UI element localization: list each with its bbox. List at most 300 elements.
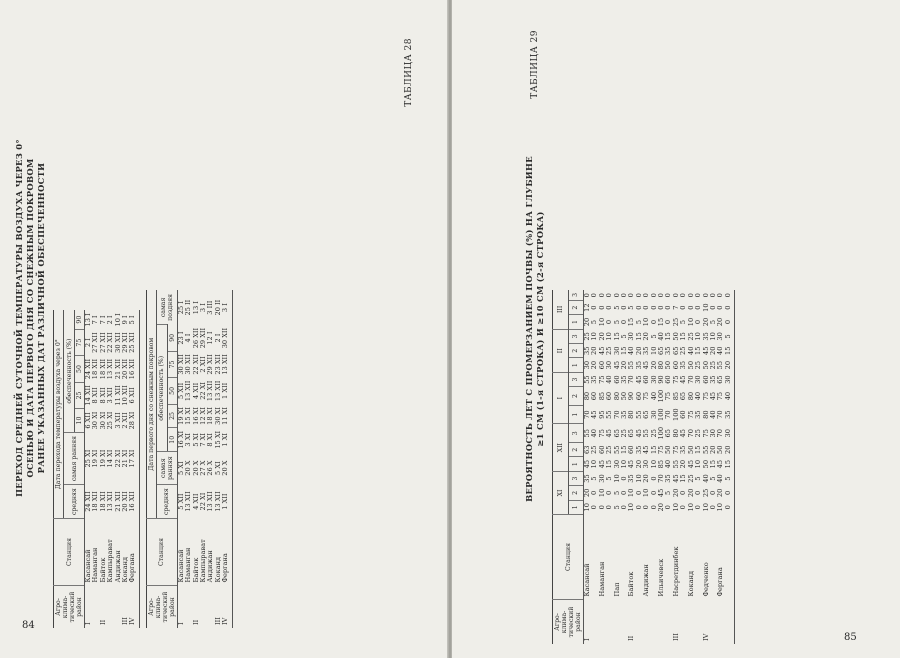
header-mean: средняя [156,485,177,519]
header-percent: 75 [75,329,85,355]
value-cell: 30 [723,429,732,438]
value-cell: 20 [716,488,725,498]
header-decade: 2 [568,387,584,406]
value-cell: 0 [649,490,658,496]
value-cell: 65 [679,391,688,401]
date-cell: 5 XI [176,461,185,475]
value-cell: 5 [679,319,688,325]
value-cell: 40 [664,459,673,469]
value-cell: 75 [701,429,710,438]
value-cell: 0 [590,305,599,310]
date-cell: 20 XII [121,358,130,380]
date-cell: 18 XII [91,491,100,512]
value-cell: 0 [686,305,695,310]
value-cell: 20 [642,332,651,341]
value-cell: 60 [701,375,710,384]
date-cell: 5 XII [176,493,185,510]
date-cell: 3 I [221,303,230,313]
value-cell: 20 [723,360,732,370]
date-cell: 15 XI [213,430,222,449]
value-cell: 85 [597,391,606,401]
table-number: ТАБЛИЦА 28 [404,38,414,107]
date-cell: 3 I [199,303,208,313]
header-probability: обеспеченность (%) [64,310,75,432]
date-cell: 16 XI [191,407,200,425]
value-cell: 100 [657,389,666,403]
value-cell: 10 [694,332,703,341]
date-cell: 16 XII [128,491,137,512]
date-cell: 13 XII [106,358,115,380]
date-cell: 7 I [91,315,100,325]
date-cell: 24 XII [84,491,92,512]
station-cell: Касансай [84,549,92,583]
value-cell: 75 [671,375,680,384]
value-cell: 75 [597,375,606,384]
value-cell: 60 [597,360,606,370]
value-cell: 50 [664,360,673,370]
value-cell: 10 [686,317,695,327]
value-cell: 25 [605,346,614,355]
header-mean: средняя [64,485,85,519]
value-cell: 70 [627,375,636,384]
value-cell: 80 [583,391,591,401]
value-cell: 45 [708,391,717,401]
value-cell: 0 [686,293,695,298]
value-cell: 60 [679,410,688,419]
date-cell: 29 XII [206,354,215,375]
value-cell: 45 [634,429,643,438]
value-cell: 5 [634,319,643,325]
value-cell: 65 [664,429,673,438]
value-cell: 5 [708,319,717,325]
table-28-temperature [53,310,140,628]
value-cell: 35 [590,375,599,384]
date-cell: 12 I [206,331,215,345]
value-cell: 10 [701,303,710,312]
date-cell: 14 XI [106,449,115,468]
value-cell: 20 [708,445,717,454]
station-cell: Коканд [121,556,130,583]
value-cell: 5 [605,476,614,481]
header-percent: 75 [167,351,177,377]
value-cell: 5 [612,505,621,510]
value-cell: 55 [605,410,614,419]
value-cell: 35 [620,410,629,419]
date-cell: 3 XII [106,387,115,404]
value-cell: 30 [583,360,591,370]
value-cell: 45 [701,346,710,355]
value-cell: 45 [679,429,688,438]
value-cell: 0 [694,505,703,510]
value-cell: 0 [708,490,717,496]
value-cell: 55 [701,445,710,454]
value-cell: 25 [686,332,695,341]
value-cell: 15 [694,445,703,454]
value-cell: 0 [605,293,614,298]
value-cell: 60 [627,445,636,454]
value-cell: 0 [649,305,658,310]
page-number: 85 [844,632,857,643]
value-cell: 60 [671,360,680,370]
value-cell: 45 [686,459,695,469]
value-cell: 100 [671,408,680,421]
header-decade: 1 [568,315,584,329]
value-cell: 30 [723,375,732,384]
value-cell: 85 [657,459,666,469]
value-cell: 0 [694,293,703,298]
date-cell: 13 XII [184,380,193,402]
region-cell: I [176,622,185,625]
value-cell: 30 [612,346,621,355]
value-cell: 25 [701,488,710,498]
value-cell: 25 [583,332,591,341]
value-cell: 55 [642,429,651,438]
header-percent: 90 [75,310,85,329]
date-cell: 2 XII [199,356,208,373]
date-cell: 18 XII [91,358,100,380]
value-cell: 50 [686,360,695,370]
value-cell: 10 [627,488,636,498]
value-cell: 20 [620,360,629,370]
value-cell: 100 [657,408,666,421]
header-earliest: самая ранняя [64,432,85,484]
value-cell: 45 [642,360,651,370]
value-cell: 30 [612,459,621,469]
value-cell: 40 [686,346,695,355]
value-cell: 5 [723,334,732,339]
date-cell: 13 XII [206,491,215,512]
value-cell: 60 [642,375,651,384]
value-cell: 55 [583,375,591,384]
header-earliest: самая ранняя [156,452,177,485]
value-cell: 50 [686,445,695,454]
date-cell: 2 I [106,315,115,325]
right-page-rotated-content [452,0,900,658]
value-cell: 0 [723,505,732,510]
value-cell: 5 [664,490,673,496]
value-cell: 0 [679,490,688,496]
value-cell: 15 [664,332,673,341]
value-cell: 15 [723,346,732,355]
value-cell: 0 [679,305,688,310]
value-cell: 0 [679,293,688,298]
value-cell: 0 [649,319,658,325]
value-cell: 15 [620,346,629,355]
date-cell: 2 I [213,333,222,343]
value-cell: 25 [620,429,629,438]
date-cell: 25 II [184,299,193,316]
date-cell: 30 XII [176,354,185,375]
value-cell: 45 [612,360,621,370]
header-decade: 3 [568,329,584,343]
region-cell: II [191,619,200,625]
value-cell: 40 [694,391,703,401]
value-cell: 10 [694,459,703,469]
value-cell: 20 [723,445,732,454]
date-cell: 23 I [176,331,185,345]
station-cell: Байток [627,571,636,597]
value-cell: 10 [612,474,621,483]
value-cell: 0 [664,305,673,310]
value-cell: 45 [597,346,606,355]
date-cell: 13 XII [206,380,215,402]
value-cell: 0 [679,505,688,510]
date-cell: 10 XII [121,385,130,406]
value-cell: 75 [686,410,695,419]
station-cell: Фергана [716,567,725,597]
value-cell: 0 [605,490,614,496]
date-cell: 5 XII [176,382,185,399]
value-cell: 0 [708,293,717,298]
value-cell: 20 [583,317,591,327]
date-cell: 13 I [84,313,92,327]
region-cell [200,586,207,629]
value-cell: 35 [634,445,643,454]
date-cell: 29 XII [199,327,208,349]
value-cell: 0 [605,305,614,310]
value-cell: 15 [620,445,629,454]
station-cell: Насретдинбек [671,546,680,597]
value-cell: 75 [701,391,710,401]
value-cell: 40 [708,410,717,419]
value-cell: 20 [686,488,695,498]
value-cell: 63 [583,445,591,454]
table-number: ТАБЛИЦА 29 [530,30,540,99]
value-cell: 30 [649,410,658,419]
value-cell: 0 [657,305,666,310]
value-cell: 15 [723,459,732,469]
date-cell: 5 XI [191,432,200,447]
date-cell: 21 XI [121,449,130,468]
value-cell: 0 [620,490,629,496]
date-cell: 20 X [221,460,230,476]
value-cell: 40 [605,375,614,384]
value-cell: 65 [642,410,651,419]
date-cell: 30 XI [213,407,222,425]
header-decade: 1 [568,457,584,471]
value-cell: 35 [627,474,636,483]
date-cell: 20 II [213,299,222,316]
date-cell: 10 I [113,313,122,327]
value-cell: 0 [649,505,658,510]
value-cell: 0 [634,490,643,496]
region-cell: I [84,622,92,625]
station-cell: Федченко [701,562,710,597]
header-decade: 3 [568,471,584,485]
value-cell: 80 [686,391,695,401]
date-cell: 3 XII [113,412,122,429]
date-cell: 13 XII [106,491,115,512]
value-cell: 0 [642,505,651,510]
date-cell: 30 XII [113,332,122,353]
date-cell: 25 XII [128,332,137,353]
value-cell: 75 [597,429,606,438]
value-cell: 35 [701,332,710,341]
value-cell: 10 [627,503,636,512]
value-cell: 45 [679,375,688,384]
value-cell: 0 [634,293,643,298]
region-cell: II [98,619,107,625]
date-cell: 13 I [191,301,200,315]
region-cell [107,586,114,629]
value-cell: 75 [642,391,651,401]
date-cell: 2 XII [121,412,130,429]
value-cell: 10 [708,332,717,341]
date-cell: 30 XI [91,411,100,430]
value-cell: 20 [583,488,591,498]
date-cell: 19 XI [176,407,185,425]
value-cell: 45 [605,429,614,438]
date-cell: 20 X [191,460,200,476]
value-cell: 5 [590,319,599,325]
value-cell: 10 [590,459,599,469]
value-cell: 100 [657,426,666,440]
value-cell: 70 [664,410,673,419]
value-cell: 25 [671,317,680,327]
value-cell: 10 [649,459,658,469]
station-cell: Наманган [184,547,193,583]
value-cell: 60 [664,375,673,384]
value-cell: 70 [716,410,725,419]
value-cell: 70 [716,429,725,438]
value-cell: 45 [716,459,725,469]
header-percent: 90 [167,325,177,351]
value-cell: 35 [679,360,688,370]
value-cell: 75 [664,391,673,401]
value-cell: 60 [590,391,599,401]
value-cell: 15 [634,332,643,341]
table-row [129,310,139,628]
value-cell: 10 [701,503,710,512]
value-cell: 35 [694,410,703,419]
value-cell: 0 [664,293,673,298]
value-cell: 35 [583,346,591,355]
header-percent: 25 [167,404,177,428]
header-month: XI [553,471,569,514]
header-month: III [553,290,569,329]
value-cell: 30 [708,429,717,438]
value-cell: 75 [657,445,666,454]
header-region: Агро-клима-тический район [553,600,584,645]
header-percent: 10 [75,409,85,433]
date-cell: 5 XI [213,461,222,475]
value-cell: 75 [716,391,725,401]
value-cell: 45 [634,375,643,384]
station-cell: Касансай [176,549,185,583]
table-title: ПЕРЕХОД СРЕДНЕЙ СУТОЧНОЙ ТЕМПЕРАТУРЫ ВОЗДУХА ЧЕРЕЗ 0° ОСЕНЬЮ И ДАТА ПЕРВОГО ДНЯ СО СНЕЖНЫМ ПОКРОВОМ РАНЕЕ УКАЗАННЫХ ДАТ РАЗЛИЧНОЙ ОБЕСПЕЧЕННОСТИ [14,139,46,497]
value-cell: 65 [612,429,621,438]
value-cell: 45 [657,488,666,498]
value-cell: 0 [664,319,673,325]
value-cell: 5 [649,334,658,339]
value-cell: 95 [597,410,606,419]
value-cell: 20 [597,332,606,341]
date-cell: 12 XI [199,407,208,425]
station-cell: Андижан [642,564,651,597]
value-cell: 35 [664,474,673,483]
value-cell: 0 [723,305,732,310]
value-cell: 0 [597,505,606,510]
value-cell: 40 [716,346,725,355]
value-cell: 75 [671,445,680,454]
value-cell: 20 [671,488,680,498]
header-probability: обеспеченность (%) [156,325,167,452]
value-cell: 30 [642,459,651,469]
date-cell: 21 XII [113,491,122,512]
value-cell: 5 [612,319,621,325]
value-cell: 0 [649,476,658,481]
value-cell: 0 [723,490,732,496]
date-cell: 20 X [184,460,193,476]
date-cell: 18 XII [98,358,107,380]
right-page [452,0,900,658]
region-cell: IV [701,633,710,641]
value-cell: 45 [597,459,606,469]
left-page [0,0,448,658]
date-cell: 3 III [206,300,215,315]
date-cell: 25 XI [106,411,115,430]
value-cell: 20 [642,474,651,483]
date-cell: 22 XI [199,381,208,400]
value-cell: 0 [671,293,680,298]
value-cell: 10 [671,503,680,512]
station-cell: Коканд [213,556,222,583]
value-cell: 45 [642,445,651,454]
value-cell: 0 [716,293,725,298]
header-percent: 50 [75,356,85,382]
value-cell: 0 [708,505,717,510]
station-cell: Кампырават [199,539,208,583]
value-cell: 80 [701,410,710,419]
header-decade: 1 [568,500,584,514]
table-29-soil-freezing [552,290,735,644]
region-cell [717,600,734,645]
value-cell: 55 [634,410,643,419]
value-cell: 45 [583,459,591,469]
page-number: 84 [22,620,35,631]
value-cell: 20 [590,360,599,370]
value-cell: 20 [716,317,725,327]
header-month: XII [553,424,569,471]
value-cell: 5 [620,334,629,339]
value-cell: 20 [701,317,710,327]
value-cell: 10 [597,317,606,327]
date-cell: 21 XII [113,358,122,380]
date-cell: 4 XII [191,382,200,399]
value-cell: 0 [612,293,621,298]
table-28-snow [146,290,233,628]
value-cell: 0 [597,293,606,298]
value-cell: 40 [701,474,710,483]
date-cell: 6 XII [128,387,137,404]
date-cell: 27 XII [98,332,107,353]
value-cell: 60 [634,391,643,401]
value-cell: 0 [694,490,703,496]
date-cell: 4 XII [191,493,200,510]
value-cell: 0 [620,293,629,298]
value-cell: 35 [583,474,591,483]
value-cell: 55 [583,429,591,438]
value-cell: 0 [590,505,599,510]
header-month: II [553,329,569,372]
value-cell: 10 [649,346,658,355]
value-cell: 40 [649,391,658,401]
value-cell: 65 [716,375,725,384]
value-cell: 10 [620,459,629,469]
value-cell: 55 [671,459,680,469]
value-cell: 25 [590,445,599,454]
value-cell: 10 [634,474,643,483]
